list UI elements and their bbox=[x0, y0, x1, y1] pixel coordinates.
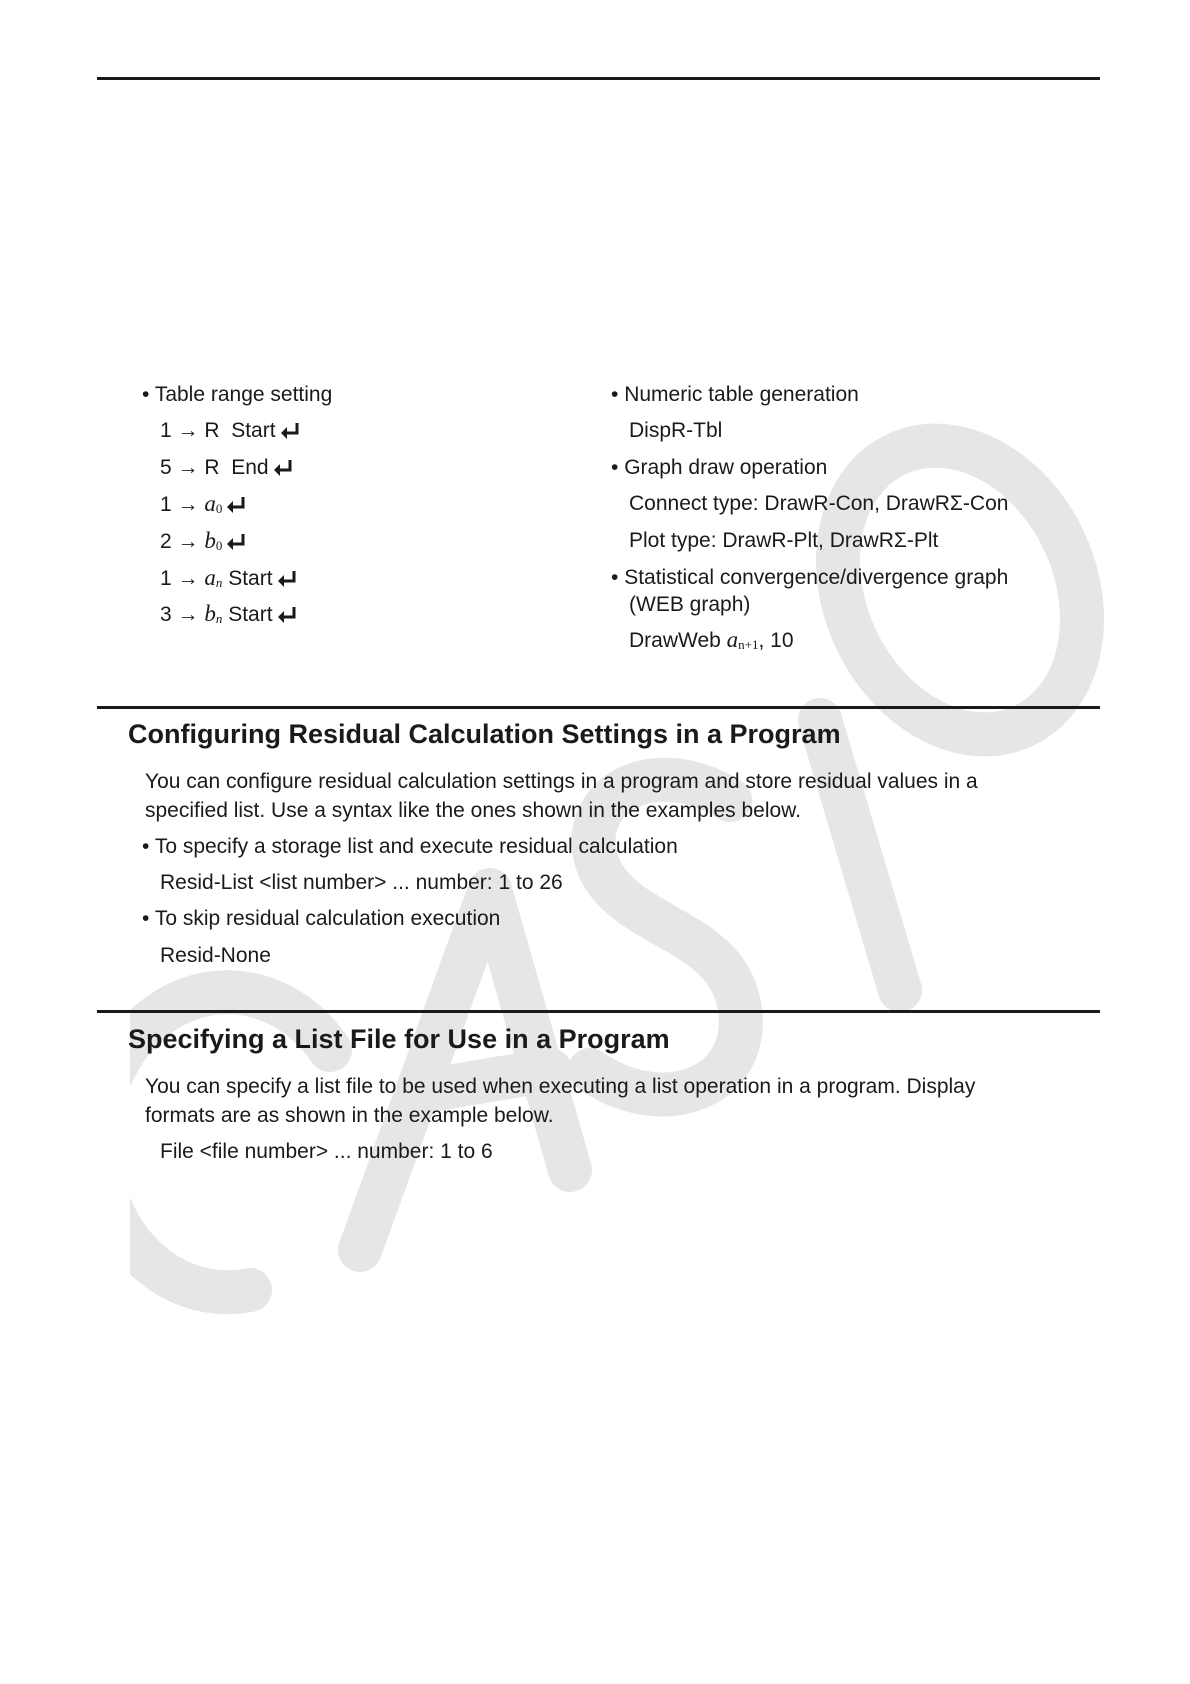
section-rule-2 bbox=[97, 1010, 1100, 1013]
left-line-3: 1 → a0 bbox=[160, 491, 247, 522]
left-line-6: 3 → bn Start bbox=[160, 601, 298, 632]
section-1-line-2: Resid-None bbox=[160, 944, 271, 967]
right-line-plot: Plot type: DrawR-Plt, DrawRΣ-Plt bbox=[629, 529, 939, 552]
right-bullet-2: • Graph draw operation bbox=[611, 456, 828, 479]
top-rule bbox=[97, 77, 1100, 80]
enter-icon bbox=[225, 495, 247, 513]
section-2-title: Specifying a List File for Use in a Program bbox=[128, 1024, 670, 1054]
section-2-intro: You can specify a list file to be used when executing a list operation in a program. Display formats are as shown in the example below. bbox=[145, 1075, 976, 1127]
section-1-bullet-2: • To skip residual calculation execution bbox=[142, 907, 501, 930]
section-rule-1 bbox=[97, 706, 1100, 709]
right-bullet-3: • Statistical convergence/divergence graph bbox=[611, 566, 1009, 589]
enter-icon bbox=[276, 569, 298, 587]
enter-icon bbox=[279, 421, 301, 439]
enter-icon bbox=[272, 458, 294, 476]
section-1-intro: You can configure residual calculation settings in a program and store residual values in a specified list. Use a syntax like the ones shown in the examples below. bbox=[145, 770, 978, 822]
left-bullet: • Table range setting bbox=[142, 383, 333, 406]
section-1-title: Configuring Residual Calculation Settings in a Program bbox=[128, 719, 841, 749]
section-2-line: File <file number> ... number: 1 to 6 bbox=[160, 1140, 493, 1163]
left-line-2: 5 → R End bbox=[160, 455, 294, 481]
enter-icon bbox=[225, 532, 247, 550]
left-line-5: 1 → an Start bbox=[160, 565, 298, 596]
right-line-drawweb: DrawWeb an+1, 10 bbox=[629, 627, 794, 652]
right-line-connect: Connect type: DrawR-Con, DrawRΣ-Con bbox=[629, 492, 1009, 515]
right-line-web: (WEB graph) bbox=[629, 593, 751, 616]
section-1-line-1: Resid-List <list number> ... number: 1 to 26 bbox=[160, 871, 563, 894]
right-line-disp: DispR-Tbl bbox=[629, 419, 723, 442]
left-line-1: 1 → R Start bbox=[160, 418, 301, 444]
section-1-bullet-1: • To specify a storage list and execute residual calculation bbox=[142, 835, 678, 858]
left-line-4: 2 → b0 bbox=[160, 528, 247, 559]
enter-icon bbox=[276, 605, 298, 623]
right-bullet-1: • Numeric table generation bbox=[611, 383, 859, 406]
